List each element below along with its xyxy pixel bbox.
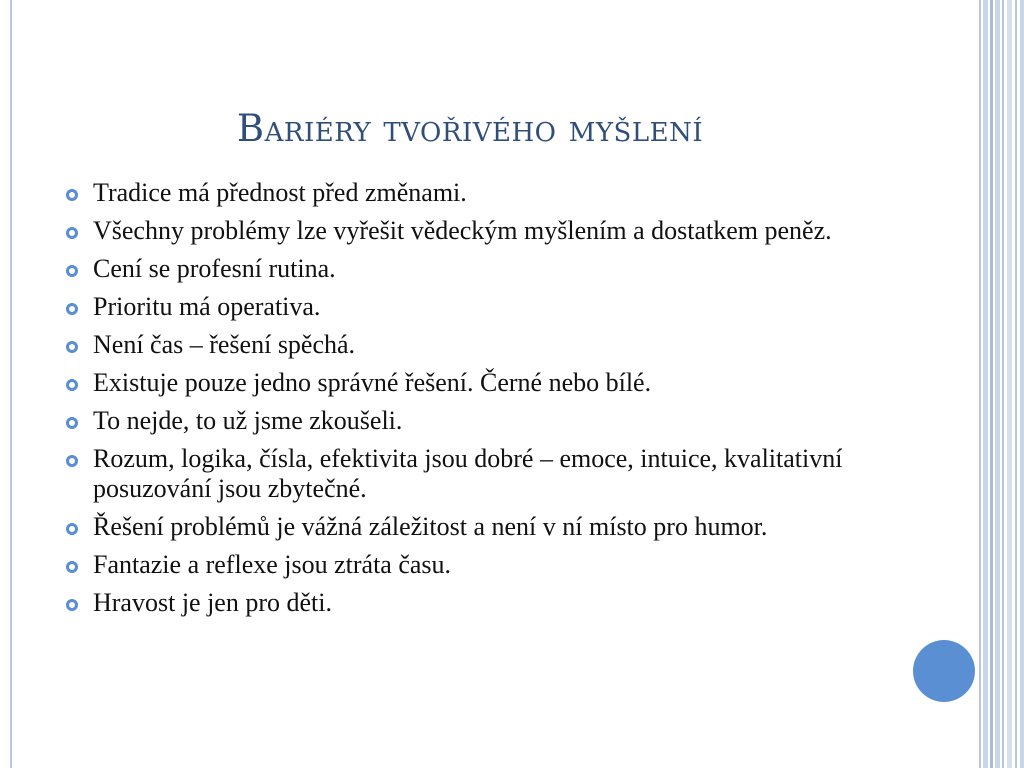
right-border-stripe	[979, 0, 981, 768]
bullet-ring-icon	[66, 303, 78, 315]
bullet-text: Prioritu má operativa.	[93, 292, 321, 321]
bullet-text: Existuje pouze jedno správné řešení. Černé nebo bílé.	[93, 368, 652, 397]
bullet-text: Hravost je jen pro děti.	[93, 588, 332, 617]
left-border-line	[10, 0, 12, 768]
right-border-stripe	[1020, 0, 1024, 768]
bullet-ring-icon	[66, 417, 78, 429]
bullet-item	[64, 216, 894, 246]
bullet-item	[64, 254, 894, 284]
bullet-text: Tradice má přednost před změnami.	[93, 178, 467, 207]
bullet-ring-icon	[66, 189, 78, 201]
bullet-item	[64, 444, 894, 504]
bullet-item	[64, 406, 894, 436]
bullet-text: Není čas – řešení spěchá.	[93, 330, 356, 359]
bullet-list	[64, 178, 894, 626]
bullet-text: Rozum, logika, čísla, efektivita jsou dobré – emoce, intuice, kvalitativní posuzování jsou zbytečné.	[93, 444, 843, 503]
bullet-text: Cení se profesní rutina.	[93, 254, 336, 283]
bullet-ring-icon	[66, 561, 78, 573]
bullet-item	[64, 512, 894, 542]
right-border-stripe	[1007, 0, 1012, 768]
bullet-item	[64, 550, 894, 580]
right-border-stripe	[983, 0, 988, 768]
bullet-ring-icon	[66, 265, 78, 277]
right-border-stripe	[995, 0, 1000, 768]
bullet-item	[64, 368, 894, 398]
right-border-stripe	[990, 0, 993, 768]
bullet-item	[64, 178, 894, 208]
bullet-ring-icon	[66, 599, 78, 611]
slide-title: Bariéry tvořivého myšlení	[236, 107, 704, 150]
bullet-ring-icon	[66, 227, 78, 239]
bullet-item	[64, 330, 894, 360]
bullet-ring-icon	[66, 523, 78, 535]
bullet-ring-icon	[66, 455, 78, 467]
right-border-stripe	[1002, 0, 1004, 768]
bullet-item	[64, 588, 894, 618]
bullet-text: Fantazie a reflexe jsou ztráta času.	[93, 550, 452, 579]
bullet-ring-icon	[66, 341, 78, 353]
bullet-text: To nejde, to už jsme zkoušeli.	[93, 406, 403, 435]
bullet-ring-icon	[66, 379, 78, 391]
decorative-circle	[913, 640, 975, 702]
bullet-text: Řešení problémů je vážná záležitost a není v ní místo pro humor.	[93, 512, 768, 541]
bullet-text: Všechny problémy lze vyřešit vědeckým myšlením a dostatkem peněz.	[93, 216, 832, 245]
right-border-stripe	[1015, 0, 1017, 768]
bullet-item	[64, 292, 894, 322]
